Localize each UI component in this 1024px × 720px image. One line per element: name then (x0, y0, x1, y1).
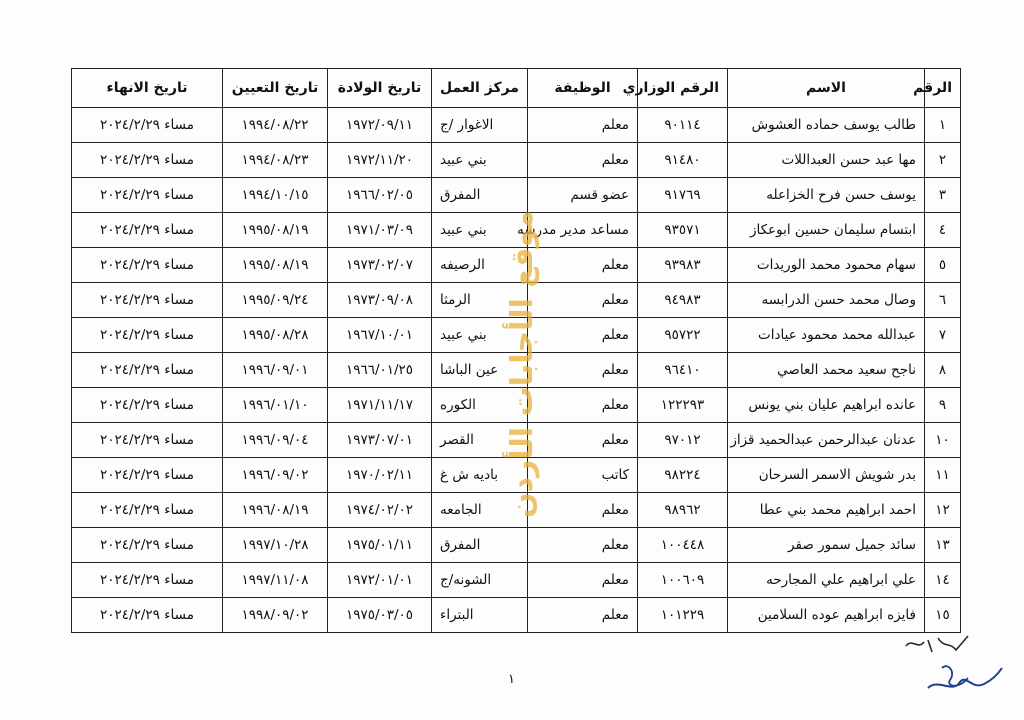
header-name: الاسم (728, 69, 925, 108)
cell-ministry-no: ١٠٠٦٠٩ (638, 563, 728, 598)
cell-no: ٨ (925, 353, 961, 388)
header-appointment-date: تاريخ التعيين (223, 69, 328, 108)
cell-end-date: مساء ٢٠٢٤/٢/٢٩ (72, 108, 223, 143)
cell-ministry-no: ٩٤٩٨٣ (638, 283, 728, 318)
cell-work-center: الجامعه (432, 493, 528, 528)
table-row (72, 353, 961, 388)
cell-work-center: بني عبيد (432, 213, 528, 248)
cell-end-date: مساء ٢٠٢٤/٢/٢٩ (72, 423, 223, 458)
cell-work-center: عين الباشا (432, 353, 528, 388)
cell-end-date: مساء ٢٠٢٤/٢/٢٩ (72, 353, 223, 388)
cell-birth-date: ١٩٧٢/١١/٢٠ (328, 143, 432, 178)
cell-ministry-no: ٩٦٤١٠ (638, 353, 728, 388)
cell-no: ٩ (925, 388, 961, 423)
staff-table (71, 68, 961, 633)
page-number: ١ (508, 672, 515, 687)
cell-appointment-date: ١٩٩٥/٠٩/٢٤ (223, 283, 328, 318)
cell-appointment-date: ١٩٩٥/٠٨/٢٨ (223, 318, 328, 353)
cell-end-date: مساء ٢٠٢٤/٢/٢٩ (72, 143, 223, 178)
cell-appointment-date: ١٩٩٤/٠٨/٢٣ (223, 143, 328, 178)
cell-name: عانده ابراهيم عليان بني يونس (728, 388, 925, 423)
cell-work-center: الرصيفه (432, 248, 528, 283)
cell-birth-date: ١٩٦٧/١٠/٠١ (328, 318, 432, 353)
table-row (72, 598, 961, 633)
cell-work-center: الاغوار /ج (432, 108, 528, 143)
cell-ministry-no: ٩٠١١٤ (638, 108, 728, 143)
cell-ministry-no: ٩٣٥٧١ (638, 213, 728, 248)
cell-job: معلم (528, 108, 638, 143)
cell-end-date: مساء ٢٠٢٤/٢/٢٩ (72, 213, 223, 248)
table-row (72, 493, 961, 528)
cell-appointment-date: ١٩٩٥/٠٨/١٩ (223, 248, 328, 283)
cell-appointment-date: ١٩٩٤/١٠/١٥ (223, 178, 328, 213)
cell-no: ١٥ (925, 598, 961, 633)
cell-birth-date: ١٩٧٢/٠١/٠١ (328, 563, 432, 598)
watermark: موقع الأجابات الأردن (505, 210, 540, 518)
header-birth-date: تاريخ الولادة (328, 69, 432, 108)
cell-appointment-date: ١٩٩٦/٠٩/٠١ (223, 353, 328, 388)
cell-appointment-date: ١٩٩٦/٠٩/٠٤ (223, 423, 328, 458)
table-row (72, 318, 961, 353)
cell-no: ١٣ (925, 528, 961, 563)
cell-work-center: البتراء (432, 598, 528, 633)
cell-end-date: مساء ٢٠٢٤/٢/٢٩ (72, 458, 223, 493)
cell-name: مها عبد حسن العبداللات (728, 143, 925, 178)
cell-ministry-no: ١٢٢٢٩٣ (638, 388, 728, 423)
cell-name: احمد ابراهيم محمد بني عطا (728, 493, 925, 528)
cell-end-date: مساء ٢٠٢٤/٢/٢٩ (72, 563, 223, 598)
cell-ministry-no: ٩٧٠١٢ (638, 423, 728, 458)
cell-job: معلم (528, 143, 638, 178)
table-body (72, 108, 961, 633)
cell-appointment-date: ١٩٩٤/٠٨/٢٢ (223, 108, 328, 143)
cell-work-center: الشونه/ج (432, 563, 528, 598)
cell-job: كاتب (528, 458, 638, 493)
cell-work-center: المفرق (432, 528, 528, 563)
cell-job: معلم (528, 598, 638, 633)
cell-work-center: باديه ش غ (432, 458, 528, 493)
cell-no: ١١ (925, 458, 961, 493)
cell-job: معلم (528, 248, 638, 283)
table-row (72, 563, 961, 598)
table-row (72, 283, 961, 318)
table-row (72, 458, 961, 493)
cell-job: مساعد مدير مدرسه (528, 213, 638, 248)
cell-ministry-no: ٩١٧٦٩ (638, 178, 728, 213)
cell-job: معلم (528, 318, 638, 353)
cell-no: ١٤ (925, 563, 961, 598)
cell-no: ٧ (925, 318, 961, 353)
cell-appointment-date: ١٩٩٦/٠٨/١٩ (223, 493, 328, 528)
cell-job: معلم (528, 283, 638, 318)
cell-birth-date: ١٩٧٢/٠٩/١١ (328, 108, 432, 143)
cell-end-date: مساء ٢٠٢٤/٢/٢٩ (72, 318, 223, 353)
cell-no: ٦ (925, 283, 961, 318)
table-row (72, 213, 961, 248)
cell-name: سهام محمود محمد الوريدات (728, 248, 925, 283)
cell-ministry-no: ١٠٠٤٤٨ (638, 528, 728, 563)
cell-no: ٣ (925, 178, 961, 213)
cell-no: ٢ (925, 143, 961, 178)
cell-name: علي ابراهيم علي المجارحه (728, 563, 925, 598)
cell-ministry-no: ٩٨٩٦٢ (638, 493, 728, 528)
cell-birth-date: ١٩٧٤/٠٢/٠٢ (328, 493, 432, 528)
cell-birth-date: ١٩٧١/١١/١٧ (328, 388, 432, 423)
cell-name: وصال محمد حسن الدرابسه (728, 283, 925, 318)
cell-end-date: مساء ٢٠٢٤/٢/٢٩ (72, 178, 223, 213)
cell-end-date: مساء ٢٠٢٤/٢/٢٩ (72, 388, 223, 423)
cell-name: عدنان عبدالرحمن عبدالحميد قزاز (728, 423, 925, 458)
cell-no: ١ (925, 108, 961, 143)
table-row (72, 248, 961, 283)
cell-no: ٥ (925, 248, 961, 283)
cell-job: معلم (528, 388, 638, 423)
cell-work-center: بني عبيد (432, 143, 528, 178)
cell-name: يوسف حسن فرح الخزاعله (728, 178, 925, 213)
cell-end-date: مساء ٢٠٢٤/٢/٢٩ (72, 283, 223, 318)
cell-work-center: المفرق (432, 178, 528, 213)
cell-name: طالب يوسف حماده العشوش (728, 108, 925, 143)
cell-ministry-no: ٩٥٧٢٢ (638, 318, 728, 353)
table-row (72, 143, 961, 178)
cell-ministry-no: ١٠١٢٢٩ (638, 598, 728, 633)
cell-birth-date: ١٩٧١/٠٣/٠٩ (328, 213, 432, 248)
cell-work-center: الرمثا (432, 283, 528, 318)
cell-no: ٤ (925, 213, 961, 248)
table-row (72, 423, 961, 458)
cell-birth-date: ١٩٧٣/٠٢/٠٧ (328, 248, 432, 283)
cell-job: معلم (528, 353, 638, 388)
cell-work-center: القصر (432, 423, 528, 458)
header-ministry-no: الرقم الوزاري (638, 69, 728, 108)
cell-birth-date: ١٩٧٣/٠٩/٠٨ (328, 283, 432, 318)
cell-end-date: مساء ٢٠٢٤/٢/٢٩ (72, 248, 223, 283)
cell-work-center: بني عبيد (432, 318, 528, 353)
cell-work-center: الكوره (432, 388, 528, 423)
table-header (72, 69, 961, 108)
cell-name: سائد جميل سمور صقر (728, 528, 925, 563)
cell-birth-date: ١٩٧٥/٠٣/٠٥ (328, 598, 432, 633)
cell-ministry-no: ٩١٤٨٠ (638, 143, 728, 178)
cell-end-date: مساء ٢٠٢٤/٢/٢٩ (72, 493, 223, 528)
cell-ministry-no: ٩٣٩٨٣ (638, 248, 728, 283)
cell-job: معلم (528, 493, 638, 528)
cell-job: معلم (528, 563, 638, 598)
cell-job: عضو قسم (528, 178, 638, 213)
handwritten-signature (898, 628, 1008, 708)
cell-no: ١٢ (925, 493, 961, 528)
cell-name: ناجح سعيد محمد العاصي (728, 353, 925, 388)
cell-appointment-date: ١٩٩٧/١٠/٢٨ (223, 528, 328, 563)
header-end-date: تاريخ الانهاء (72, 69, 223, 108)
cell-job: معلم (528, 528, 638, 563)
cell-appointment-date: ١٩٩٧/١١/٠٨ (223, 563, 328, 598)
cell-end-date: مساء ٢٠٢٤/٢/٢٩ (72, 598, 223, 633)
cell-birth-date: ١٩٧٣/٠٧/٠١ (328, 423, 432, 458)
header-work-center: مركز العمل (432, 69, 528, 108)
cell-end-date: مساء ٢٠٢٤/٢/٢٩ (72, 528, 223, 563)
header-job: الوظيفة (528, 69, 638, 108)
table-row (72, 528, 961, 563)
cell-name: عبدالله محمد محمود عيادات (728, 318, 925, 353)
cell-birth-date: ١٩٧٥/٠١/١١ (328, 528, 432, 563)
cell-birth-date: ١٩٦٦/٠١/٢٥ (328, 353, 432, 388)
cell-appointment-date: ١٩٩٥/٠٨/١٩ (223, 213, 328, 248)
header-no: الرقم (925, 69, 961, 108)
cell-name: ابتسام سليمان حسين ابوعكاز (728, 213, 925, 248)
cell-appointment-date: ١٩٩٦/٠١/١٠ (223, 388, 328, 423)
cell-appointment-date: ١٩٩٦/٠٩/٠٢ (223, 458, 328, 493)
cell-birth-date: ١٩٧٠/٠٢/١١ (328, 458, 432, 493)
cell-appointment-date: ١٩٩٨/٠٩/٠٢ (223, 598, 328, 633)
table-row (72, 178, 961, 213)
cell-job: معلم (528, 423, 638, 458)
table-row (72, 388, 961, 423)
cell-name: بدر شويش الاسمر السرحان (728, 458, 925, 493)
cell-ministry-no: ٩٨٢٢٤ (638, 458, 728, 493)
header-row (72, 69, 961, 108)
cell-no: ١٠ (925, 423, 961, 458)
cell-birth-date: ١٩٦٦/٠٢/٠٥ (328, 178, 432, 213)
cell-name: فايزه ابراهيم عوده السلامين (728, 598, 925, 633)
table-row (72, 108, 961, 143)
